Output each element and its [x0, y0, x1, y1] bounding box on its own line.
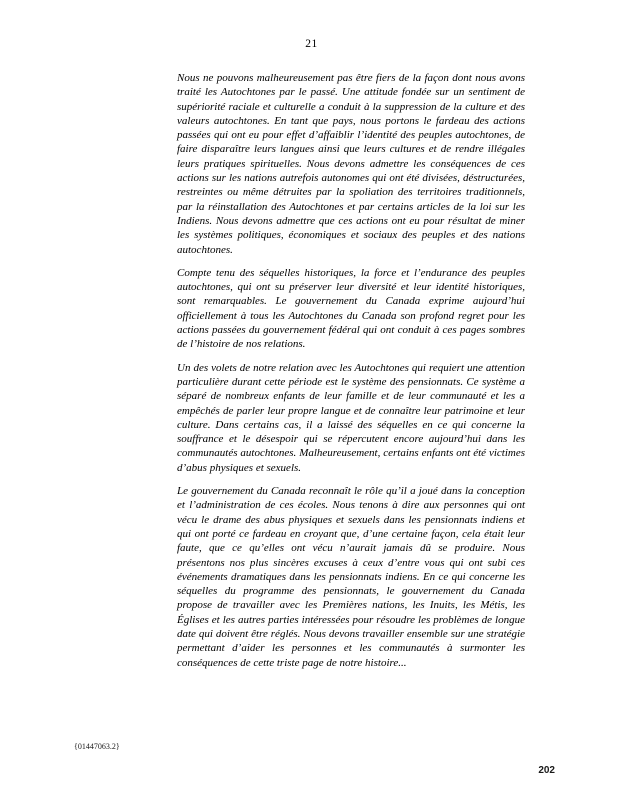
quote-block [177, 71, 525, 670]
quote-paragraph-1: Nous ne pouvons malheureusement pas être fiers de la façon dont nous avons traité les Autochtones par le passé. Une attitude fondée sur un sentiment de supériorité raciale et culturelle a conduit à la suppression de la culture et des valeurs autochtones. En tant que pays, nous portons le fardeau des actions passées qui ont eu pour effet d’affaiblir l’identité des peuples autochtones, de faire disparaître leurs langues ainsi que leurs cultures et de rendre illégales leurs pratiques spirituelles. Nous devons admettre les conséquences de ces actions sur les nations autrefois autonomes qui ont été divisées, déstructurées, restreintes ou même détruites par la spoliation des territoires traditionnels, par la réinstallation des Autochtones et par certains articles de la loi sur les Indiens. Nous devons admettre que ces actions ont eu pour résultat de miner les systèmes politiques, économiques et sociaux des peuples et des nations autochtones. [177, 72, 525, 256]
quote-paragraph-3: Un des volets de notre relation avec les Autochtones qui requiert une attention particulière durant cette période est le système des pensionnats. Ce système a séparé de nombreux enfants de leur famille et de leur communauté et les a empêchés de parler leur propre langue et de connaître leur patrimoine et leur culture. Dans certains cas, il a laissé des séquelles en ce qui concerne la souffrance et le désespoir qui se répercutent encore aujourd’hui dans les communautés autochtones. Malheureusement, certains enfants ont été victimes d’abus physiques et sexuels. [177, 361, 525, 474]
footer-page-number: 202 [538, 765, 555, 776]
quote-paragraph-4: Le gouvernement du Canada reconnaît le rôle qu’il a joué dans la conception et l’administration de ces écoles. Nous tenons à dire aux personnes qui ont vécu le drame des abus physiques et sexuels dans les pensionnats indiens et qui ont porté ce fardeau en croyant que, d’une certaine façon, cela était leur faute, que ce qu’elles ont vécu n’aurait jamais dû se produire. Nous présentons nos plus sincères excuses à ceux d’entre vous qui ont subi ces événements dramatiques dans les pensionnats indiens. En ce qui concerne les séquelles du programme des pensionnats, le gouvernement du Canada propose de travailler avec les Premières nations, les Inuits, les Métis, les Églises et les autres parties intéressées pour résoudre les problèmes de longue date qui doivent être réglés. Nous devons travailler ensemble sur une stratégie permettant d’aider les personnes et les communautés à surmonter les conséquences de cette triste page de notre histoire... [177, 485, 525, 669]
header-page-number: 21 [305, 38, 318, 50]
footer-document-id: {01447063.2} [74, 742, 120, 751]
quote-paragraph-2: Compte tenu des séquelles historiques, la force et l’endurance des peuples autochtones, qui ont su préserver leur diversité et leur identité historiques, sont remarquables. Le gouvernement du Canada exprime aujourd’hui officiellement à tous les Autochtones du Canada son profond regret pour les actions passées du gouvernement fédéral qui ont conduit à ces pages sombres de l’histoire de nos relations. [177, 266, 525, 351]
